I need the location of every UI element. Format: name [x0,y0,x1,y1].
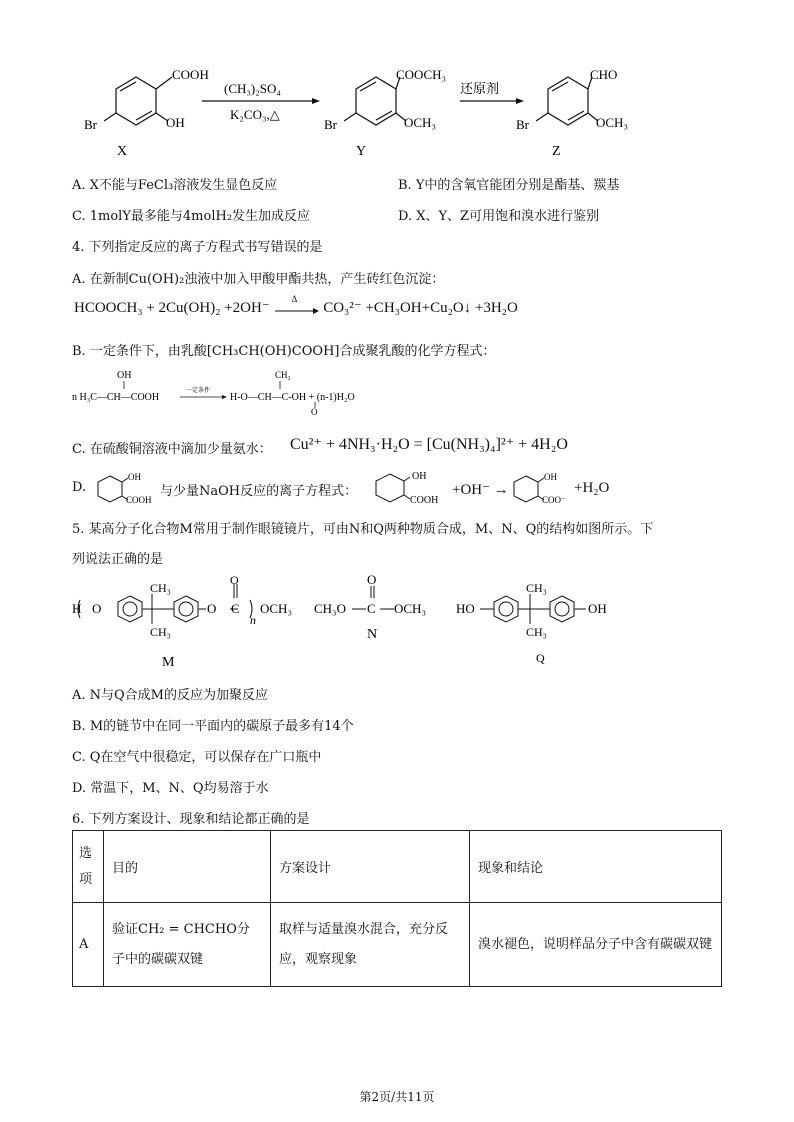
eq-a-arrow [273,293,319,316]
label-y: Y [356,144,367,159]
q6-table [72,830,722,987]
page-footer: 第2页/共11页 [359,1090,435,1104]
q6-row-option: A [73,903,104,987]
q5-option-a: A. N与Q合成M的反应为加聚反应 [72,688,268,703]
z-och3: OCH₃ [596,115,628,130]
q6-stem: 6. 下列方案设计、现象和结论都正确的是 [72,812,310,827]
eq-b-right: H‐O—CH—C‑OH + (n-1)H₂O [230,392,355,403]
m-n: n [250,613,256,627]
y-cooch3: COOCH₃ [396,67,447,82]
m-o1: O [92,601,102,616]
salicylate-icon [508,470,578,506]
m-o2: O [207,601,217,616]
d-cooh-2: COOH [410,495,439,506]
label-q: Q [536,651,545,665]
reagent-1-bottom: K₂CO₃,△ [230,107,280,122]
q4-option-d-plus-oh: +OH⁻ → [452,482,509,498]
eq-a-cond: Δ [291,293,298,304]
q4-option-b-text: B. 一定条件下，由乳酸[CH₃CH(OH)COOH]合成聚乳酸的化学方程式： [72,344,496,359]
q6-header-purpose: 目的 [104,831,271,903]
z-cho: CHO [590,67,618,82]
eq-b-ch3: CH₃ [275,370,291,380]
eq-b-cond: 一定条件 [186,388,211,394]
q3-option-c: C. 1molY最多能与4molH₂发生加成反应 [72,209,311,224]
label-n: N [367,627,378,642]
table-row [73,903,722,987]
z-br: Br [516,117,529,132]
q3-option-b: B. Y中的含氧官能团分别是酯基、羰基 [398,178,620,193]
eq-a-left: HCOOCH₃ + 2Cu(OH)₂ +2OH⁻ [74,300,270,316]
q5-option-b: B. M的链节中在同一平面内的碳原子最多有14个 [72,719,354,734]
x-br: Br [84,117,97,132]
d-cooh-1: COOH [126,495,152,505]
d-oh-2: OH [412,471,427,482]
y-och3: OCH₃ [404,115,436,130]
n-o: O [367,572,377,587]
d-oh-1: OH [128,472,141,482]
q4-stem: 4. 下列指定反应的离子方程式书写错误的是 [72,240,323,255]
m-c: C [231,601,240,616]
q4-option-a-text: A. 在新制Cu(OH)₂浊液中加入甲酸甲酯共热，产生砖红色沉淀： [72,272,445,287]
d-oh-3: OH [544,472,557,482]
q6-row-result: 溴水褪色，说明样品分子中含有碳碳双键 [470,903,722,987]
eq-b-o: O [311,407,318,416]
q-left: HO [456,601,475,616]
salicylic-acid-icon [90,470,160,506]
m-o3: O [230,573,239,587]
m-ch3-top: CH₃ [150,581,171,595]
q-ch3-bottom: CH₃ [526,625,547,639]
y-br: Br [324,117,337,132]
q6-header-design: 方案设计 [271,831,470,903]
label-x: X [117,144,128,159]
q5-structures [70,572,670,672]
q4-option-b-equation [72,366,412,416]
x-oh: OH [166,115,185,130]
q4-option-d-water: +H₂O [574,480,610,496]
reagent-1-top: (CH₃)₂SO₄ [224,81,281,96]
eq-b-left: n H₃C—CH—COOH [72,392,160,403]
eq-a-right: CO₃²⁻ +CH₃OH+Cu₂O↓ +3H₂O [323,300,518,316]
q5-stem-line1: 5. 某高分子化合物M常用于制作眼镜镜片，可由N和Q两种物质合成，M、N、Q的结构如图所示。下 [72,522,654,537]
q3-option-d: D. X、Y、Z可用饱和溴水进行鉴别 [398,209,600,224]
m-h: H [72,601,82,616]
d-coo: COO⁻ [542,495,566,505]
n-left: CH₃O [314,601,346,616]
eq-b-oh: OH [117,370,132,381]
label-m: M [162,655,175,670]
q6-header-option: 选项 [73,831,104,903]
n-right: OCH₃ [394,601,426,616]
n-c: C [367,601,376,616]
molecule-y [344,77,406,125]
q5-option-c: C. Q在空气中很稳定，可以保存在广口瓶中 [72,750,322,765]
salicylic-acid-icon-2 [370,468,450,506]
structure-q [480,594,586,624]
m-och3: OCH₃ [260,601,292,616]
q5-stem-line2: 列说法正确的是 [72,552,164,567]
q-ch3-top: CH₃ [526,581,547,595]
q3-option-a: A. X不能与FeCl₃溶液发生显色反应 [72,178,278,193]
q6-header-row [73,831,722,903]
q6-header-result: 现象和结论 [470,831,722,903]
x-cooh: COOH [172,67,209,82]
q3-reaction-scheme [60,55,700,165]
molecule-z [536,77,598,125]
molecule-x [104,77,172,125]
q4-option-c-text: C. 在硫酸铜溶液中滴加少量氨水： [72,442,272,457]
label-z: Z [552,144,561,159]
q4-option-c-equation: Cu²⁺ + 4NH₃·H₂O = [Cu(NH₃)₄]²⁺ + 4H₂O [290,436,568,453]
q5-option-d: D. 常温下，M、N、Q均易溶于水 [72,781,269,796]
q-right: OH [588,601,607,616]
q6-row-purpose: 验证CH₂ = CHCHO分子中的碳碳双键 [104,903,271,987]
q6-row-design: 取样与适量溴水混合，充分反应，观察现象 [271,903,470,987]
q4-option-a-equation [74,293,518,317]
q4-option-d-prefix: D. [72,480,87,495]
reagent-2-top: 还原剂 [460,81,500,96]
m-ch3-bottom: CH₃ [150,625,171,639]
q4-option-d-text: 与少量NaOH反应的离子方程式： [160,484,358,499]
